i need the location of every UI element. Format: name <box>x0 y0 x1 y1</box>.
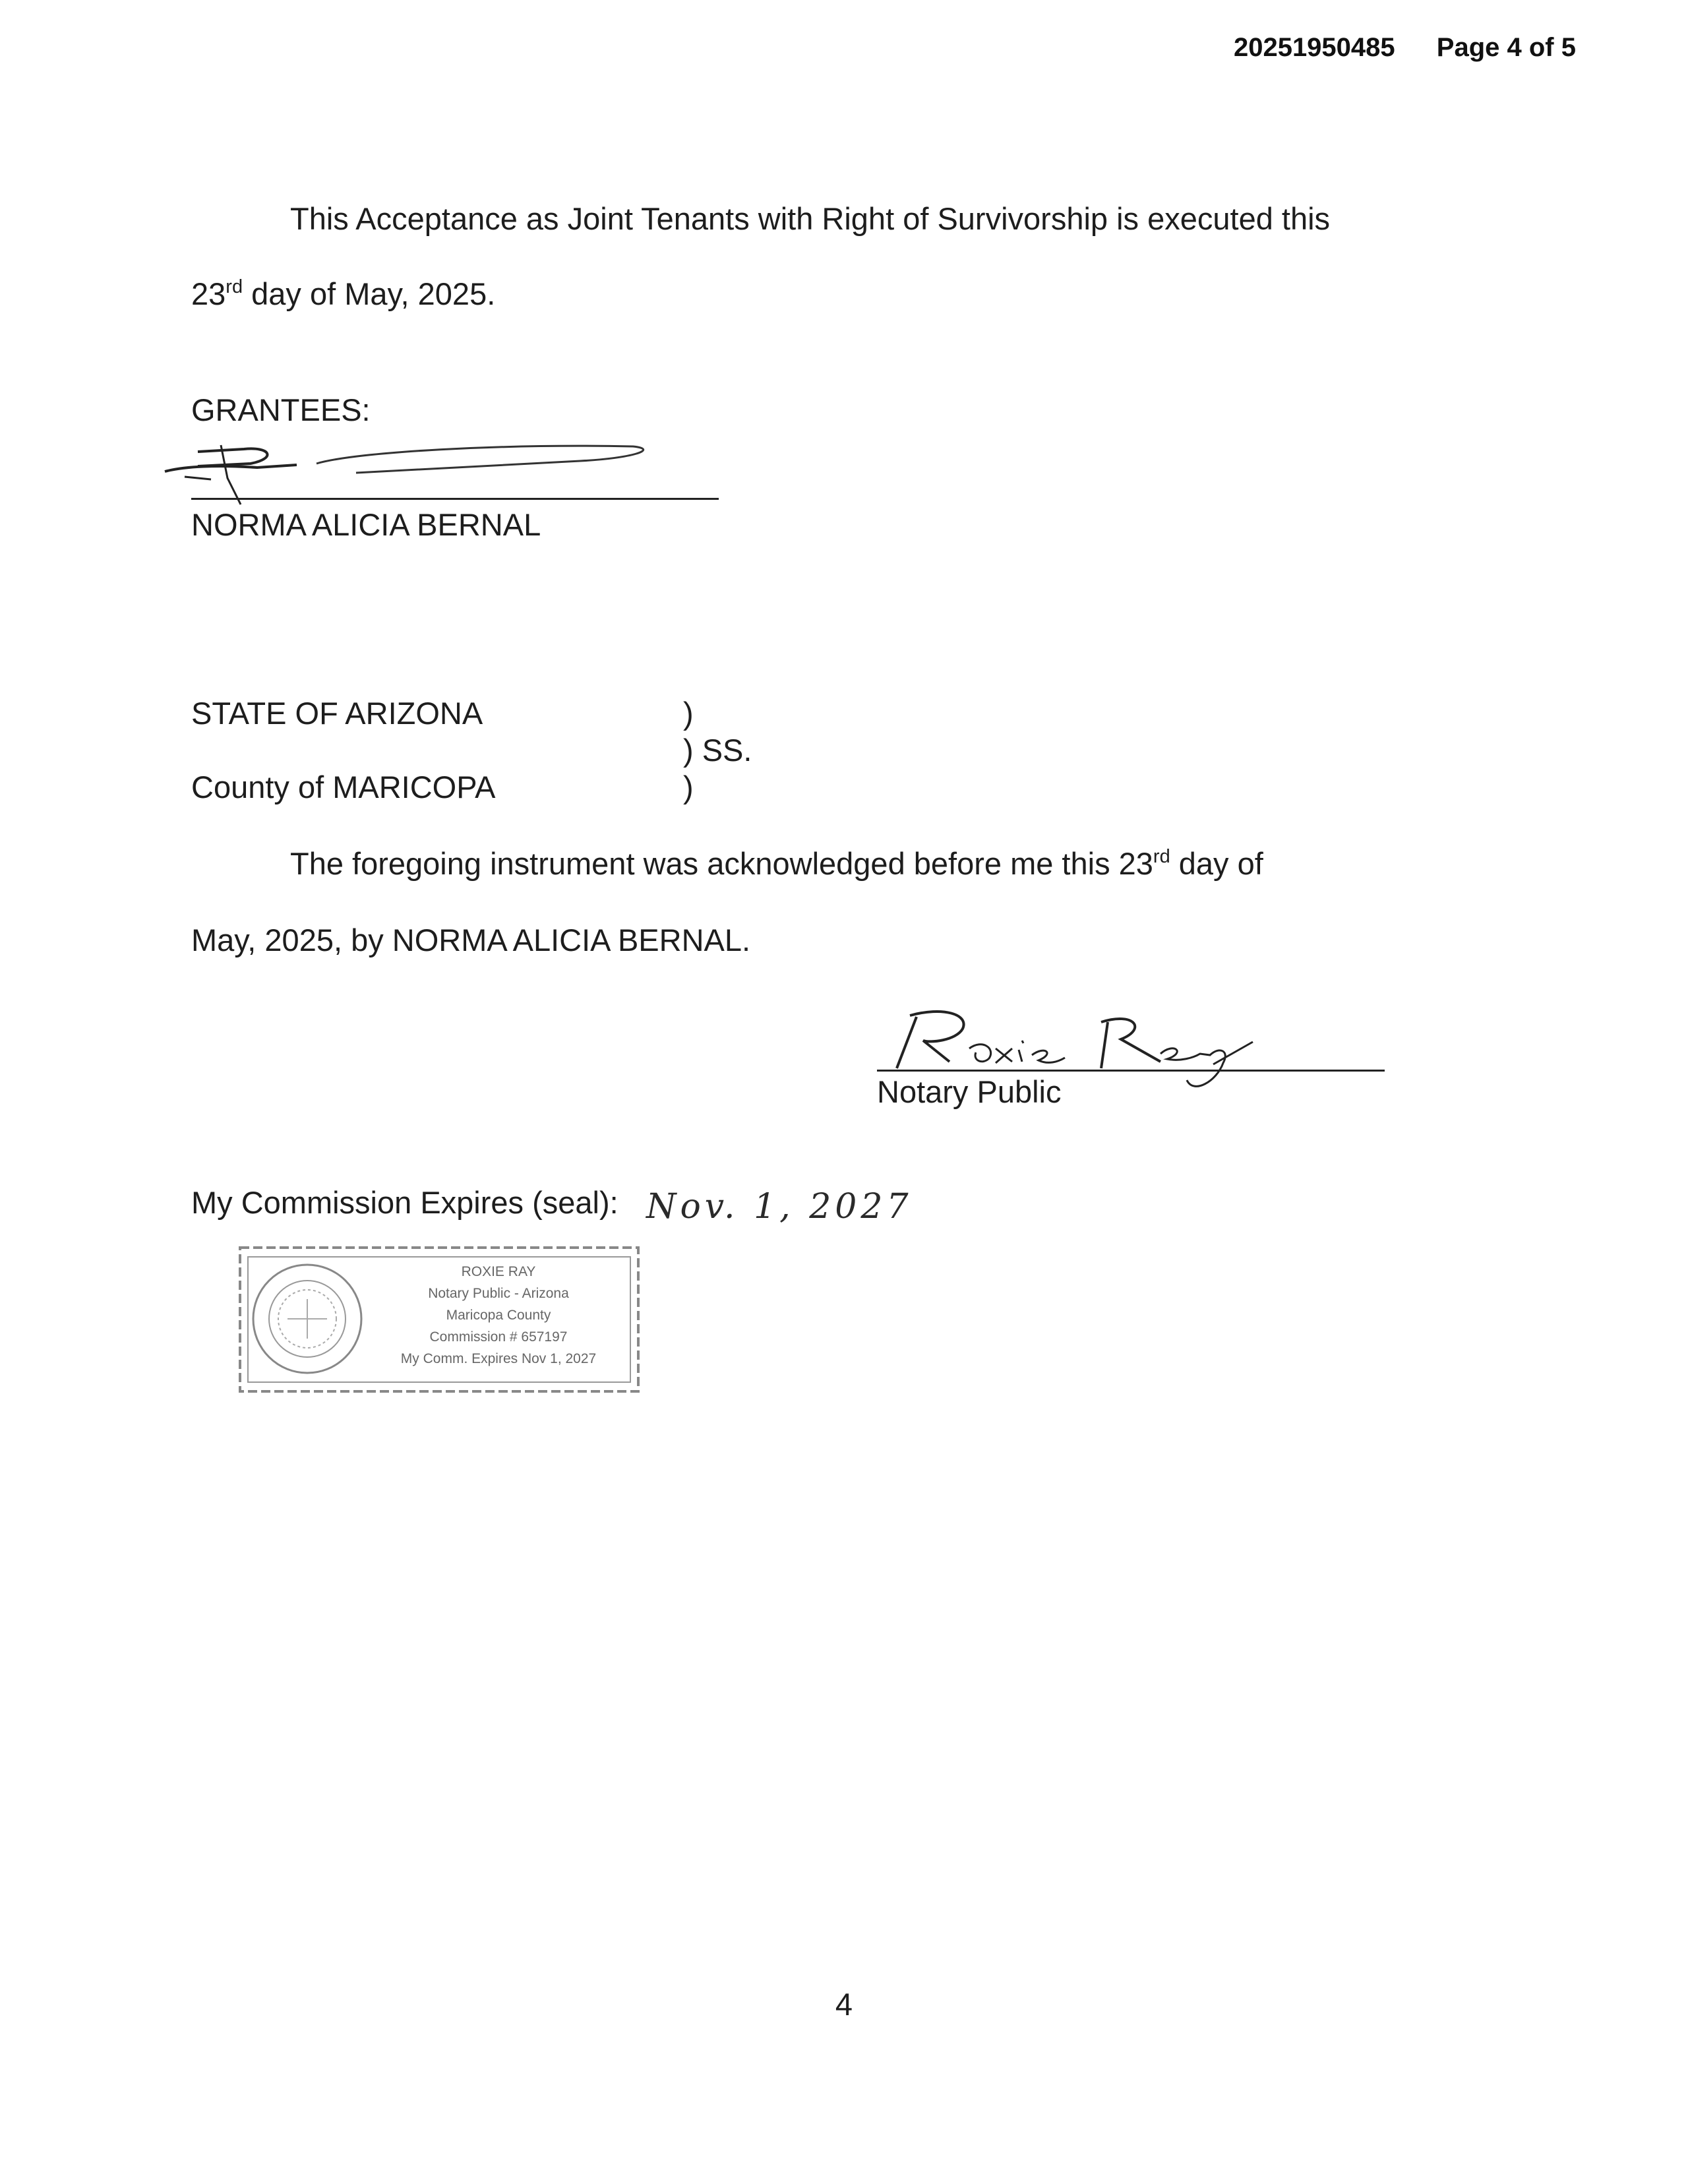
acknowledgment-line-2: May, 2025, by NORMA ALICIA BERNAL. <box>191 923 751 957</box>
acceptance-date-rest: day of May, 2025. <box>243 276 496 311</box>
notary-stamp <box>235 1241 644 1399</box>
document-number: 20251950485 <box>1233 33 1395 62</box>
stamp-county: Maricopa County <box>446 1308 551 1323</box>
acknowledgment-line-1 <box>290 848 1263 879</box>
notary-title: Notary Public <box>877 1074 1062 1109</box>
acceptance-day: 23 <box>191 276 226 311</box>
commission-label: My Commission Expires (seal): <box>191 1185 618 1220</box>
acceptance-ordinal: rd <box>226 276 243 297</box>
stamp-notary-name: ROXIE RAY <box>461 1264 536 1279</box>
grantee-signature-line <box>191 498 719 500</box>
commission-date-handwritten: Nov. 1, 2027 <box>646 1187 913 1227</box>
acceptance-line-1: This Acceptance as Joint Tenants with Right of Survivorship is executed this <box>290 201 1331 236</box>
grantee-signature <box>158 432 659 518</box>
stamp-commission-number: Commission # 657197 <box>429 1329 568 1345</box>
grantee-name: NORMA ALICIA BERNAL <box>191 507 541 542</box>
venue-paren-bottom: ) <box>683 770 694 804</box>
stamp-notary-title: Notary Public - Arizona <box>428 1286 569 1301</box>
venue-state: STATE OF ARIZONA <box>191 696 483 731</box>
venue-paren-top: ) <box>683 696 694 731</box>
acceptance-line-2 <box>191 278 495 309</box>
grantees-heading: GRANTEES: <box>191 392 371 427</box>
page-header <box>1234 33 1576 63</box>
acknowledgment-text: The foregoing instrument was acknowledged before me this 23 <box>290 846 1153 881</box>
stamp-expiration: My Comm. Expires Nov 1, 2027 <box>400 1351 597 1366</box>
acknowledgment-ordinal: rd <box>1153 846 1170 867</box>
stamp-text <box>367 1261 630 1370</box>
venue-county: County of MARICOPA <box>191 770 496 804</box>
page-indicator: Page 4 of 5 <box>1436 33 1576 62</box>
notary-signature-line <box>877 1070 1385 1072</box>
acknowledgment-text-end: day of <box>1170 846 1263 881</box>
page-number: 4 <box>835 1987 853 2022</box>
venue-ss: ) SS. <box>683 733 752 768</box>
